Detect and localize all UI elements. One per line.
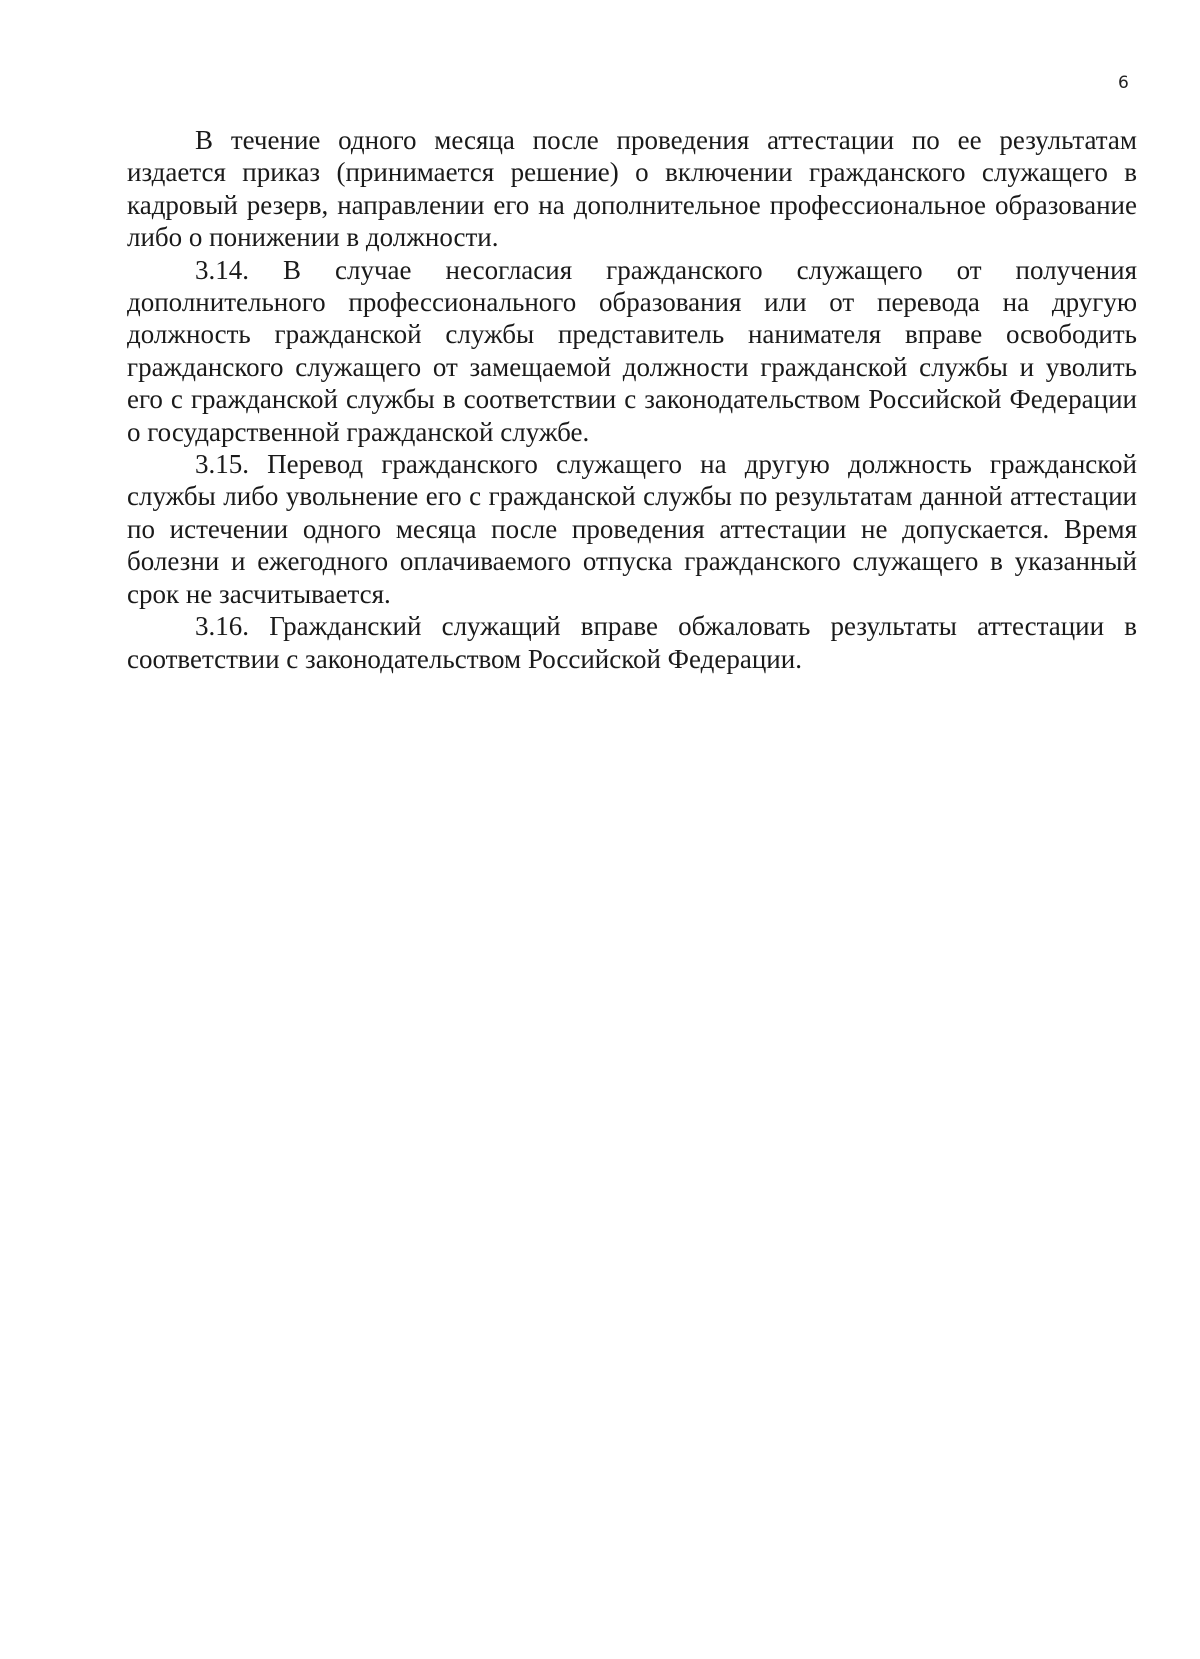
- paragraph-3-15: 3.15. Перевод гражданского служащего на другую должность гражданской службы либо увольнение его с гражданской службы по результатам данной аттестации по истечении одного месяца после проведения аттестации не допускается. Время болезни и ежегодного оплачиваемого отпуска гражданского служащего в указанный срок не засчитывается.: [127, 449, 1137, 609]
- page-number: 6: [1118, 73, 1129, 93]
- paragraph-attestation-order: В течение одного месяца после проведения аттестации по ее результатам издается приказ (принимается решение) о включении гражданского служащего в кадровый резерв, направлении его на дополнительное профессиональное образование либо о понижении в должности.: [127, 125, 1137, 253]
- document-body: [127, 124, 1137, 675]
- paragraph-3-14: 3.14. В случае несогласия гражданского служащего от получения дополнительного профессионального образования или от перевода на другую должность гражданской службы представитель нанимателя вправе освободить гражданского служащего от замещаемой должности гражданской службы и уволить его с гражданской службы в соответствии с законодательством Российской Федерации о государственной гражданской службе.: [127, 254, 1137, 447]
- paragraph-3-16: 3.16. Гражданский служащий вправе обжаловать результаты аттестации в соответствии с законодательством Российской Федерации.: [127, 611, 1137, 674]
